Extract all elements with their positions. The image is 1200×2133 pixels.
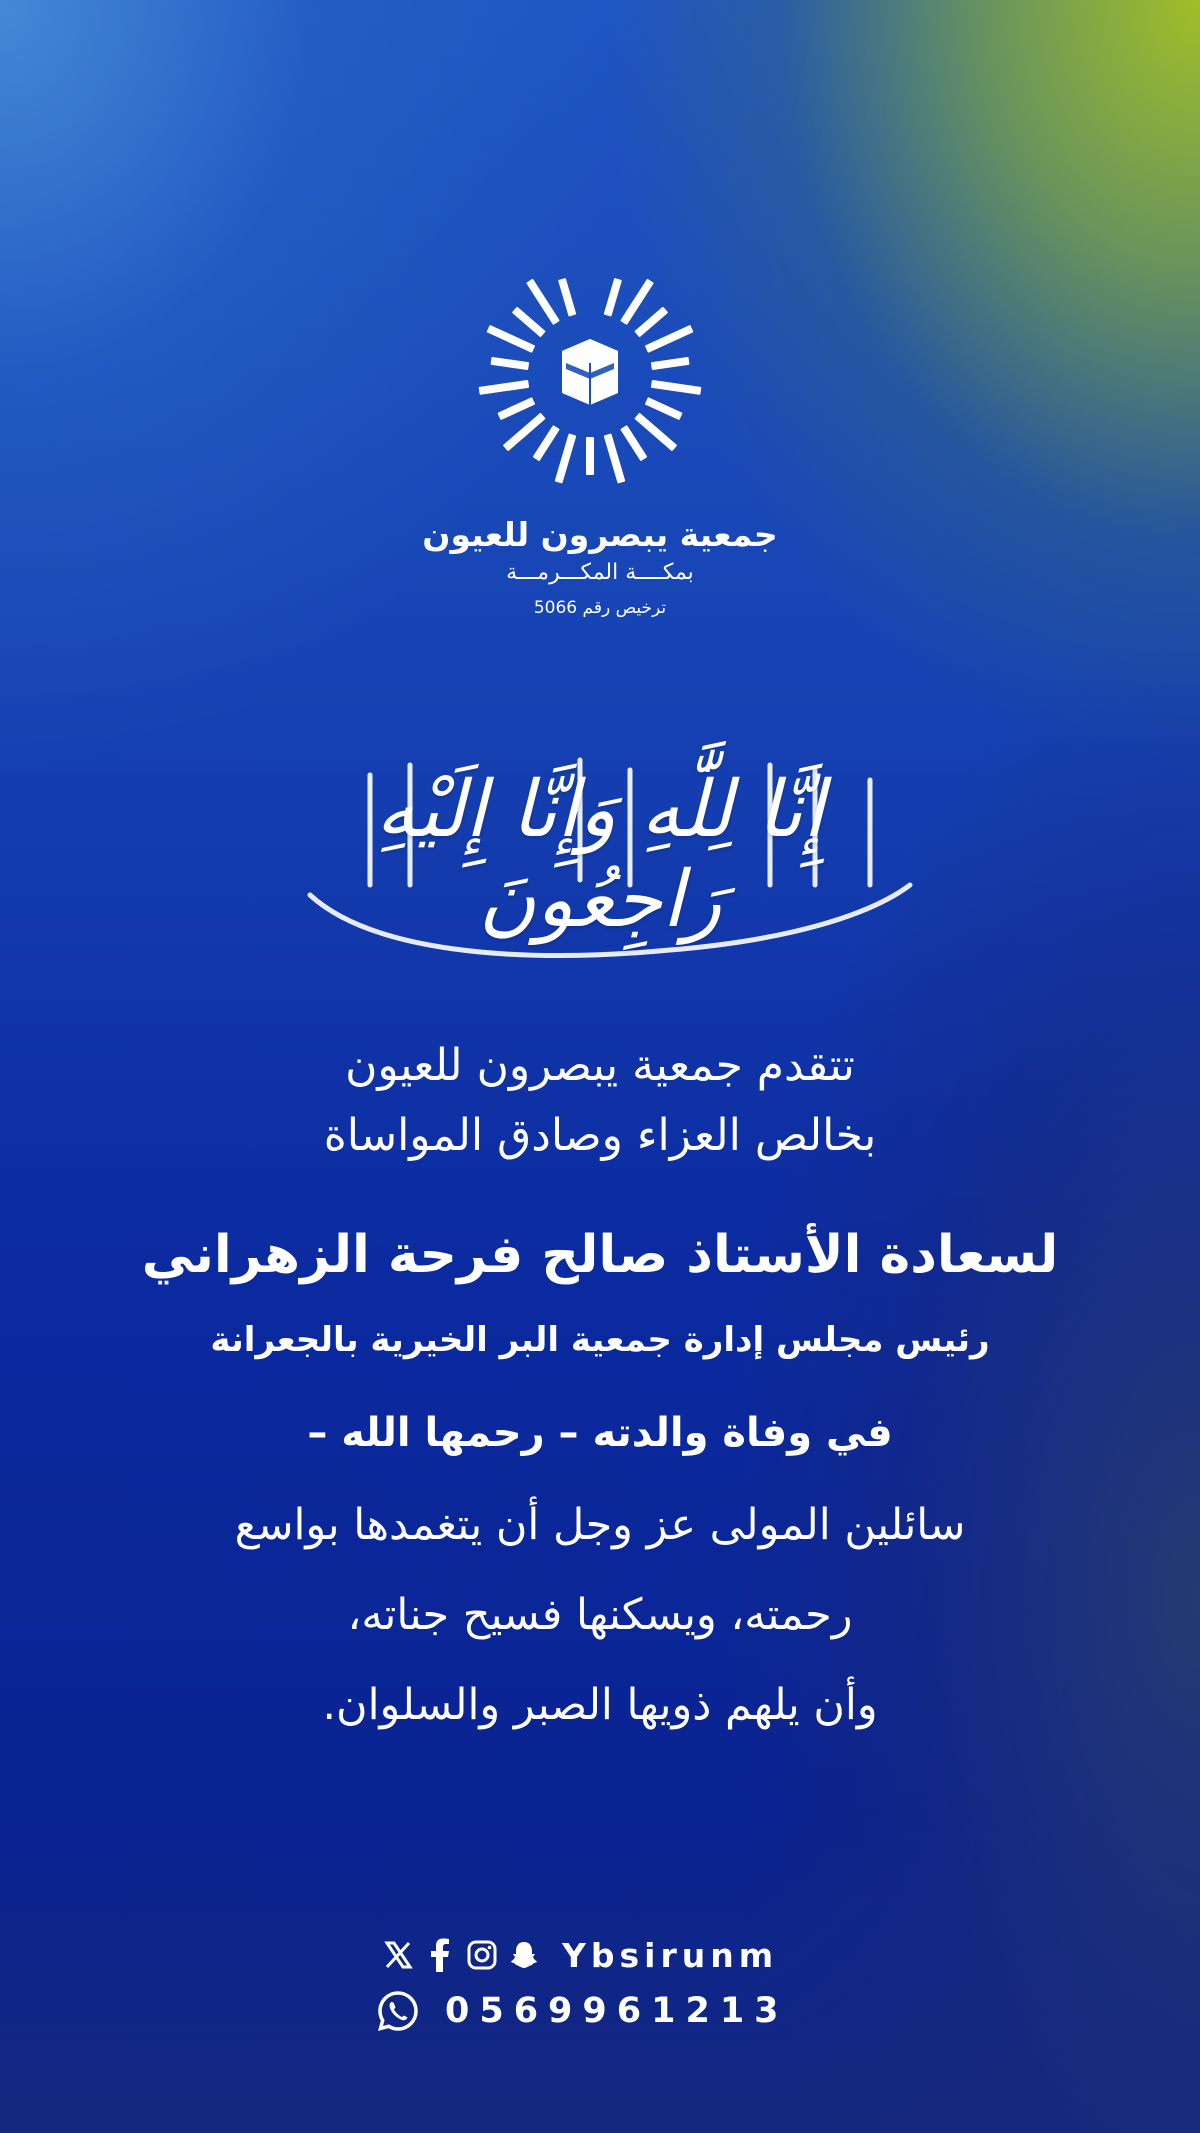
logo-ray [645,325,694,353]
honoree-name: لسعادة الأستاذ صالح فرحة الزهراني [141,1225,1059,1285]
phone-row [375,1985,789,2037]
social-handle[interactable]: Ybsirunm [562,1935,779,1975]
organization-city: بمكــــة المكـــرمـــة [506,560,694,585]
snapchat-icon[interactable] [506,1937,542,1973]
logo-ray [604,433,626,483]
social-links-row [380,1933,778,1977]
logo-ray [533,425,560,461]
prayer-line-3: وأن يلهم ذويها الصبر والسلوان. [322,1680,878,1730]
prayer-line-1: سائلين المولى عز وجل أن يتغمدها بواسع [234,1500,966,1550]
logo-ray [497,397,535,420]
license-number: ترخيص رقم 5066 [533,598,667,618]
calligraphy-verse [250,735,950,970]
logo-ray [651,380,702,395]
kaaba-icon [562,339,618,405]
logo-ray [503,413,546,452]
logo-ray [620,425,647,461]
logo-ray [526,279,560,325]
logo-ray [512,306,546,337]
logo-ray [555,433,577,483]
logo-ray [651,357,690,370]
logo-ray [634,306,668,337]
logo-ray [486,325,535,353]
condolence-occasion: في وفاة والدته – رحمها الله – [307,1410,893,1456]
facebook-icon[interactable] [422,1937,458,1973]
honoree-position: رئيس مجلس إدارة جمعية البر الخيرية بالجعرانة [210,1320,990,1360]
message-line-2: بخالص العزاء وصادق المواساة [323,1110,877,1161]
logo-ray [604,278,622,317]
logo-ray [645,397,683,420]
logo-ray [558,278,576,317]
x-icon[interactable] [380,1937,416,1973]
logo-ray [620,279,654,325]
prayer-line-2: رحمته، ويسكنها فسيح جناته، [347,1590,853,1640]
phone-number[interactable]: 0569961213 [445,1991,789,2031]
whatsapp-icon[interactable] [375,1988,421,2034]
logo-ray [586,437,594,475]
calligraphy-text: إِنَّا لِلَّٰهِ وَإِنَّا إِلَيْهِ رَاجِعُونَ [375,765,825,945]
logo-ray [490,357,529,370]
organization-name: جمعية يبصرون للعيون [422,515,778,554]
organization-logo [470,255,710,495]
instagram-icon[interactable] [464,1937,500,1973]
message-line-1: تتقدم جمعية يبصرون للعيون [345,1040,855,1091]
logo-ray [479,380,530,395]
sunburst-kaaba-icon [470,255,710,495]
logo-ray [634,413,677,452]
